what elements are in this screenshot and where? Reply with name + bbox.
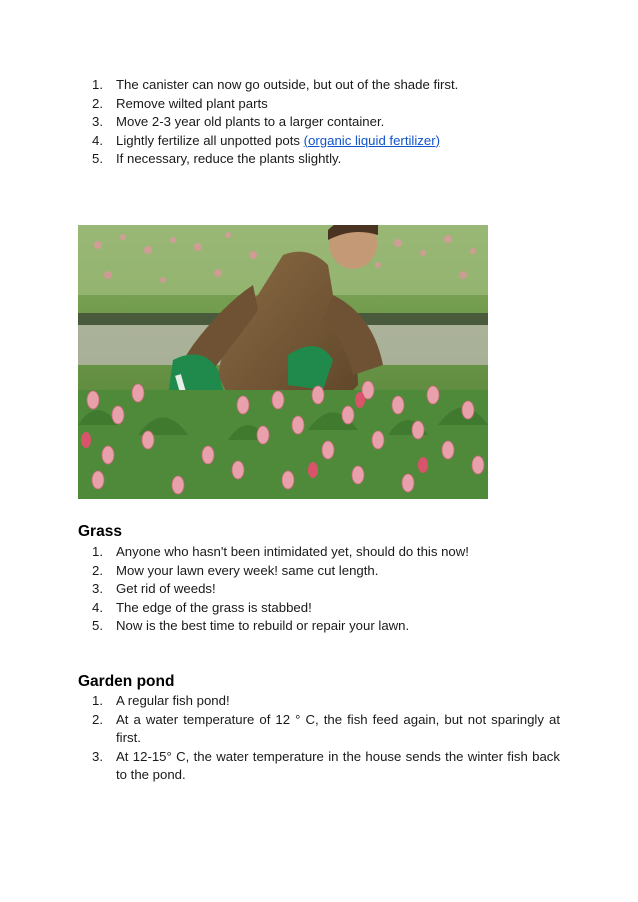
list-text: If necessary, reduce the plants slightly. [116, 151, 342, 166]
list-text: Mow your lawn every week! same cut length. [116, 562, 379, 578]
list-item [92, 711, 560, 748]
list-number: 4. [92, 599, 103, 615]
care-list [92, 76, 572, 169]
list-number: 5. [92, 151, 103, 166]
list-text: Lightly fertilize all unpotted pots [116, 132, 304, 148]
list-text: Move 2-3 year old plants to a larger container. [116, 114, 385, 129]
list-number: 2. [92, 711, 103, 727]
list-item [92, 562, 562, 581]
fertilizer-link[interactable]: (organic liquid fertilizer) [303, 132, 440, 148]
list-number: 3. [92, 748, 103, 764]
list-item [92, 580, 562, 599]
pond-list [92, 692, 560, 785]
list-text: A regular fish pond! [116, 693, 230, 708]
list-item [92, 150, 572, 169]
list-number: 2. [92, 95, 103, 111]
list-text: The edge of the grass is stabbed! [116, 599, 312, 615]
list-number: 3. [92, 114, 103, 129]
list-text: Remove wilted plant parts [116, 95, 268, 111]
list-text: Now is the best time to rebuild or repair your lawn. [116, 618, 410, 633]
grass-heading: Grass [78, 523, 122, 540]
list-number: 4. [92, 132, 103, 148]
list-item [92, 748, 560, 785]
list-number: 3. [92, 581, 103, 596]
list-number: 1. [92, 77, 103, 92]
list-item [92, 617, 562, 636]
grass-list [92, 543, 562, 636]
list-item [92, 543, 562, 562]
list-item [92, 692, 560, 711]
list-number: 5. [92, 618, 103, 633]
list-text: The canister can now go outside, but out of the shade first. [116, 77, 459, 92]
pond-heading: Garden pond [78, 673, 175, 690]
list-number: 1. [92, 544, 103, 559]
list-text: At 12-15° C, the water temperature in the house sends the winter fish back to the pond. [116, 748, 560, 782]
list-number: 1. [92, 693, 103, 708]
tulip-garden-photo [78, 225, 488, 499]
list-text: Anyone who hasn't been intimidated yet, should do this now! [116, 544, 469, 559]
list-item [92, 599, 562, 618]
list-text: Get rid of weeds! [116, 581, 216, 596]
list-number: 2. [92, 562, 103, 578]
list-item [92, 76, 572, 95]
list-item [92, 95, 572, 114]
list-text: At a water temperature of 12 ° C, the fish feed again, but not sparingly at first. [116, 711, 560, 745]
list-item [92, 132, 572, 151]
list-item [92, 113, 572, 132]
